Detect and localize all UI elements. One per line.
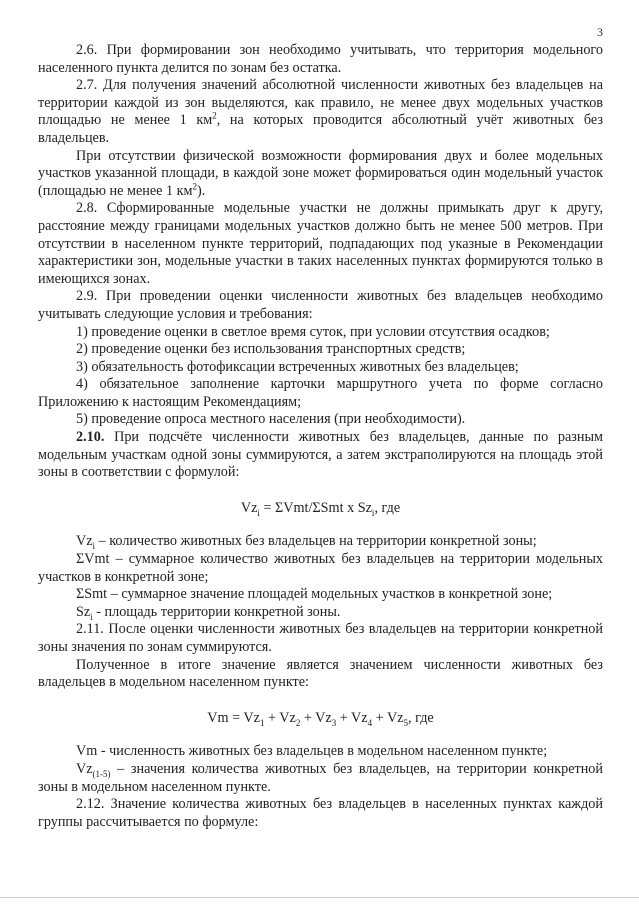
formula-total <box>38 710 603 728</box>
superscript: 2 <box>192 181 198 192</box>
paragraph-2-12: 2.12. Значение количества животных без владельцев в населенных пунктах каждой группы рассчитывается по формуле: <box>38 796 603 830</box>
paragraph-2-7-note-end: ). <box>197 182 206 199</box>
paragraph-2-9: 2.9. При проведении оценки численности животных без владельцев необходимо учитывать следующие условия и требования: <box>38 288 603 322</box>
formula-term: + Vz <box>336 709 368 726</box>
paragraph-2-11-result: Полученное в итоге значение является значением численности животных без владельцев в модельном населенном пункте: <box>38 656 603 691</box>
definition-text: – значения количества животных без владельцев, на территории конкретной зоны в модельном населенном пункте. <box>38 760 603 795</box>
formula-zone <box>38 500 603 518</box>
definition-vm: Vm - численность животных без владельцев в модельном населенном пункте; <box>76 743 548 760</box>
symbol-subscript: (1-5) <box>92 768 111 779</box>
paragraph-2-11: 2.11. После оценки численности животных без владельцев на территории конкретной зоны значения по зонам суммируются. <box>38 621 603 655</box>
formula-subscript: 2 <box>295 717 301 728</box>
definition-vz-range <box>38 761 603 796</box>
superscript: 2 <box>212 110 217 121</box>
formula-subscript: 3 <box>331 717 337 728</box>
symbol-subscript: i <box>92 541 96 552</box>
list-item: 1) проведение оценки в светлое время суток, при условии отсутствия осадков; <box>76 323 550 340</box>
paragraph-number: 2.10. <box>76 429 105 446</box>
symbol: Vz <box>76 760 93 777</box>
formula-subscript: 1 <box>259 717 265 728</box>
formula-term: Vz <box>240 499 258 516</box>
scan-edge-line <box>0 897 639 898</box>
paragraph-2-10 <box>38 429 603 482</box>
formula-subscript: i <box>257 507 260 518</box>
paragraph-2-7-note-text: При отсутствии физической возможности формирования двух и более модельных участков указанной площади, в каждой зоне может формироваться один модельный участок (площадью не менее 1 км <box>38 147 603 199</box>
formula-term: + Vz <box>264 709 296 726</box>
formula-subscript: i <box>371 507 375 518</box>
formula-term: + Vz <box>300 709 332 726</box>
formula-term: , где <box>408 709 434 726</box>
definition-vmt: ΣVmt – суммарное количество животных без владельцев на территории модельных участков в конкретной зоне; <box>38 551 603 585</box>
list-item: 2) проведение оценки без использования транспортных средств; <box>76 341 466 358</box>
definition-szi <box>38 604 603 622</box>
paragraph-2-7-note <box>38 148 603 201</box>
definition-smt: ΣSmt – суммарное значение площадей модельных участков в конкретной зоне; <box>76 586 553 603</box>
definition-text: - площадь территории конкретной зоны. <box>92 603 341 620</box>
list-item: 3) обязательность фотофиксации встреченных животных без владельцев; <box>76 358 519 375</box>
definition-vzi <box>38 533 603 551</box>
formula-term: , где <box>374 499 401 516</box>
formula-term: Vm = Vz <box>207 709 260 726</box>
list-item: 4) обязательное заполнение карточки маршрутного учета по форме согласно Приложению к настоящим Рекомендациям; <box>38 376 603 410</box>
list-item: 5) проведение опроса местного населения (при необходимости). <box>76 411 466 428</box>
formula-subscript: 5 <box>403 717 408 728</box>
paragraph-2-7-text: 2.7. Для получения значений абсолютной численности животных без владельцев на территории каждой из зон выделяются, как правило, не менее двух модельных участков площадью не менее 1 км <box>38 77 603 129</box>
symbol-subscript: i <box>90 611 93 622</box>
page-number: 3 <box>597 25 603 39</box>
formula-subscript: 4 <box>367 717 373 728</box>
paragraph-2-6: 2.6. При формировании зон необходимо учитывать, что территория модельного населенного пункта делится по зонам без остатка. <box>38 42 603 76</box>
definition-text: – количество животных без владельцев на территории конкретной зоны; <box>95 533 537 550</box>
symbol: Vz <box>76 533 93 550</box>
symbol: Sz <box>76 603 91 620</box>
paragraph-2-10-text: При подсчёте численности животных без владельцев, данные по разным модельным участкам одной зоны суммируются, а затем экстраполируются на площадь этой зоны в соответствии с формулой: <box>38 429 603 481</box>
paragraph-2-7 <box>38 77 603 147</box>
formula-term: + Vz <box>372 709 404 726</box>
formula-term: = ΣVmt/ΣSmt x Sz <box>259 499 372 516</box>
document-body <box>38 42 603 831</box>
paragraph-2-7-text-end: , на которых проводится абсолютный учёт животных без владельцев. <box>38 112 603 146</box>
paragraph-2-8: 2.8. Сформированные модельные участки не должны примыкать друг к другу, расстояние между границами модельных участков должно быть не менее 500 метров. При отсутствии в населенном пункте территорий, подпадающих под указные в Рекомендации характеристики зон, модельные участки в таких населенных пунктах формируются только в имеющихся зонах. <box>38 200 603 287</box>
